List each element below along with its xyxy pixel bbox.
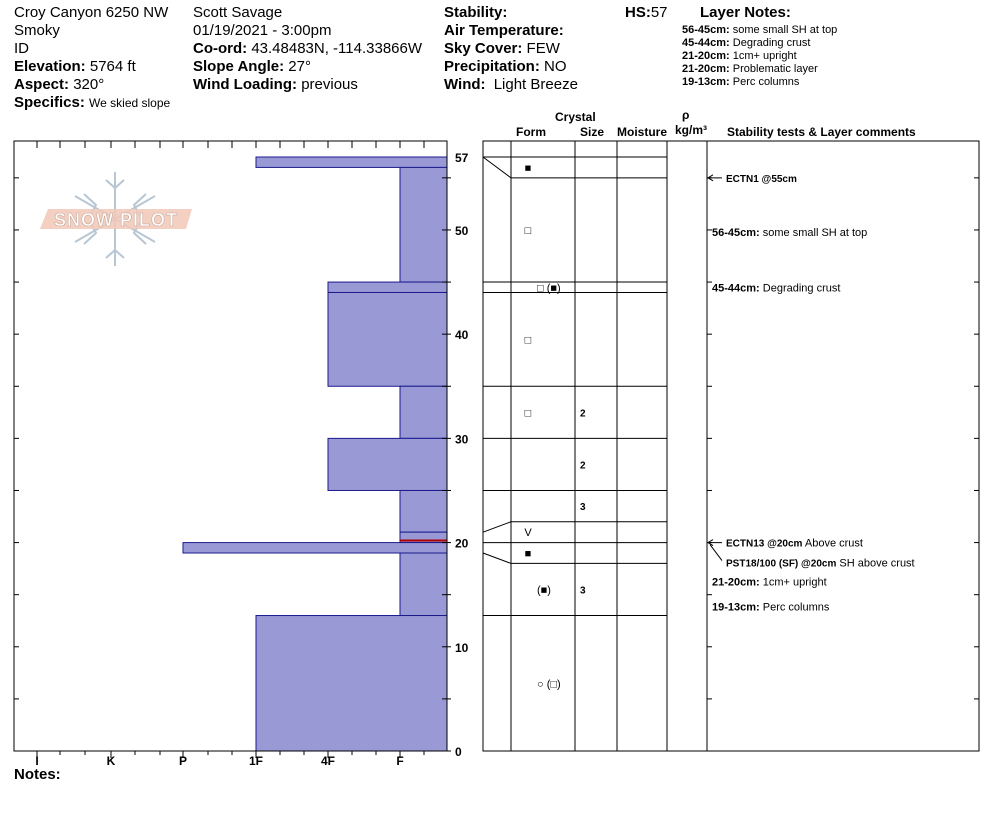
depth-tick-label: 20 [455, 536, 469, 551]
form-header: Form [516, 125, 546, 139]
hs-label: HS: [625, 4, 651, 21]
hs-value: 57 [650, 4, 668, 21]
hardness-layer [400, 490, 447, 532]
precip-value: NO [544, 58, 567, 75]
air-temp-label: Air Temperature: [444, 22, 564, 39]
sky-value: FEW [526, 40, 560, 57]
crystal-form-symbol: ○ (□) [537, 678, 561, 691]
hardness-layer [183, 543, 447, 553]
layer-note-range: 21-20cm: [682, 63, 730, 75]
crystal-form-symbol: □ (■) [537, 282, 561, 295]
state: ID [14, 40, 29, 57]
depth-tick-label: 0 [455, 745, 462, 759]
crystal-form-symbol: V [524, 527, 532, 540]
hardness-layer [400, 167, 447, 282]
crystal-size: 2 [580, 408, 586, 420]
notes-label: Notes: [14, 766, 61, 783]
crystal-size: 3 [580, 502, 586, 514]
hardness-tick-label: 1F [248, 754, 264, 768]
stratigraphy-table [483, 141, 979, 751]
hardness-tick-label: P [178, 754, 188, 768]
layer-note-range: 19-13cm: [682, 76, 730, 88]
range: Smoky [14, 22, 60, 39]
crystal-size: 3 [580, 585, 586, 597]
logo-text: SNOW PILOT [54, 210, 178, 230]
layer-note-text: 1cm+ upright [732, 50, 797, 62]
slope-label: Slope Angle: [193, 58, 285, 75]
density-unit-header: kg/m³ [675, 123, 708, 137]
rho-header: ρ [682, 108, 690, 122]
hardness-tick-label: F [396, 754, 404, 768]
specifics-value: We skied slope [89, 96, 171, 110]
crystal-header: Crystal [555, 110, 596, 124]
crystal-form-symbol: □ [524, 407, 532, 420]
specifics-label: Specifics: [14, 94, 85, 111]
layer-note-range: 45-44cm: [682, 37, 730, 49]
stability-arrow [710, 545, 722, 561]
location: Croy Canyon 6250 NW [14, 4, 169, 21]
stability-test-label: ECTN1 @55cm [726, 173, 797, 185]
crystal-form-symbol: ■ [524, 548, 532, 560]
hardness-layer [328, 292, 447, 386]
hardness-layer [400, 386, 447, 438]
layer-comment: 19-13cm: Perc columns [712, 601, 830, 614]
hardness-layer [328, 282, 447, 292]
observer: Scott Savage [193, 4, 283, 21]
stability-tests-header: Stability tests & Layer comments [727, 125, 916, 139]
coord-label: Co-ord: [193, 40, 248, 57]
wind-loading-value: previous [301, 76, 358, 93]
wind-loading-label: Wind Loading: [193, 76, 298, 93]
layer-comment: 21-20cm: 1cm+ upright [712, 576, 827, 589]
depth-tick-label: 10 [455, 640, 469, 655]
layer-notes-title: Layer Notes: [700, 4, 791, 21]
layer-note-text: some small SH at top [732, 24, 838, 36]
wind-value: Light Breeze [493, 76, 578, 93]
elevation-label: Elevation: [14, 58, 86, 75]
crystal-form-symbol: □ [524, 334, 532, 347]
layer-note-range: 21-20cm: [682, 50, 730, 62]
hardness-tick-label: K [106, 754, 116, 768]
sky-label: Sky Cover: [444, 40, 523, 57]
elevation-value: 5764 ft [89, 58, 136, 75]
size-header: Size [580, 125, 605, 139]
stability-arrow [708, 175, 722, 181]
hardness-tick-label: I [35, 754, 39, 768]
stability-test-label: ECTN13 @20cm Above crust [726, 537, 863, 550]
stability-label: Stability: [444, 4, 508, 21]
wind-label: Wind: [444, 76, 486, 93]
stability-test-label: PST18/100 (SF) @20cm SH above crust [726, 557, 915, 570]
depth-tick-label: 30 [455, 432, 469, 447]
layer-comment: 45-44cm: Degrading crust [712, 282, 841, 295]
snowpilot-logo [40, 172, 192, 266]
layer-note-text: Perc columns [732, 76, 800, 88]
depth-tick-label: 40 [455, 328, 469, 343]
aspect-value: 320° [73, 76, 105, 93]
hardness-layer [400, 553, 447, 616]
crystal-size: 2 [580, 460, 586, 472]
precip-label: Precipitation: [444, 58, 540, 75]
table-boundary-connector [483, 522, 511, 532]
datetime: 01/19/2021 - 3:00pm [193, 22, 332, 39]
layer-note-text: Problematic layer [732, 63, 818, 75]
coord-value: 43.48483N, -114.33866W [251, 40, 423, 57]
crystal-form-symbol: ■ [524, 162, 532, 175]
layer-note-text: Degrading crust [732, 37, 811, 49]
hardness-layer [256, 157, 447, 167]
moisture-header: Moisture [617, 125, 668, 139]
aspect-label: Aspect: [14, 76, 70, 93]
crystal-form-symbol: □ [524, 224, 532, 237]
crystal-form-symbol: (■) [537, 584, 551, 597]
table-boundary-connector [483, 157, 511, 178]
depth-tick-label: 50 [455, 223, 469, 238]
hardness-layer [328, 438, 447, 490]
depth-tick-label: 57 [455, 151, 469, 165]
hardness-layers [183, 157, 447, 751]
table-boundary-connector [483, 553, 511, 563]
hardness-tick-label: 4F [320, 754, 336, 768]
layer-comment: 56-45cm: some small SH at top [712, 226, 868, 239]
hardness-layer [256, 616, 447, 751]
slope-value: 27° [288, 58, 311, 75]
layer-note-range: 56-45cm: [682, 24, 730, 36]
